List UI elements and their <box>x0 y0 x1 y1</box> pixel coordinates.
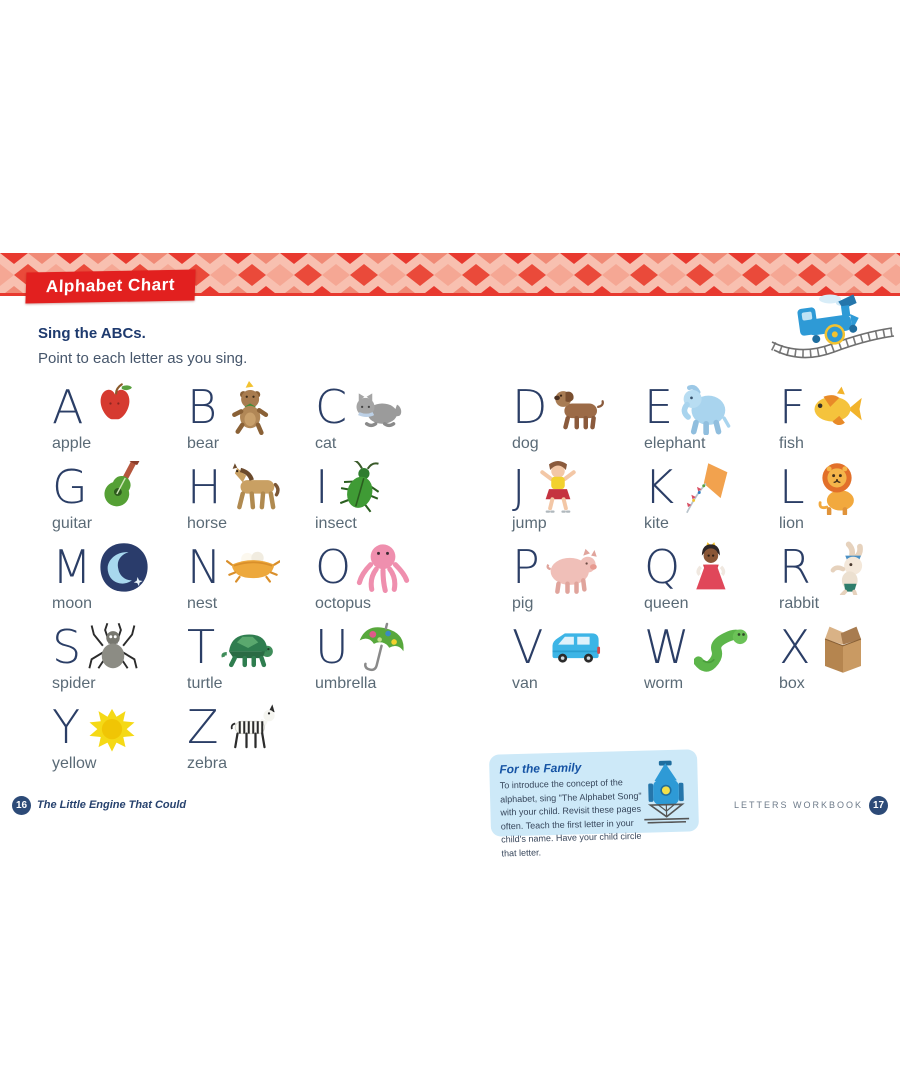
word-label-guitar: guitar <box>52 515 93 532</box>
letter-and-picture <box>644 622 779 674</box>
worm-icon <box>694 621 748 675</box>
cat-icon <box>352 381 406 435</box>
word-label-spider: spider <box>52 675 96 692</box>
rabbit-icon <box>816 541 870 595</box>
word-label-jump: jump <box>512 515 547 532</box>
family-note <box>489 749 699 858</box>
left-page-number-badge: 16 <box>12 796 31 815</box>
letter-and-picture <box>512 622 644 674</box>
letter-and-picture <box>187 462 315 514</box>
footer <box>0 794 900 816</box>
section-ribbon <box>25 270 195 304</box>
alphabet-cell-o <box>315 542 465 622</box>
alphabet-cell-n <box>187 542 315 622</box>
alphabet-cell-d <box>512 382 644 462</box>
letter-and-picture <box>512 542 644 594</box>
letter-and-picture <box>52 702 187 754</box>
footer-left <box>12 796 186 815</box>
letter-and-picture <box>512 462 644 514</box>
alphabet-cell-v <box>512 622 644 702</box>
box-icon <box>816 621 870 675</box>
word-label-horse: horse <box>187 515 228 532</box>
letter-glyph-t: T <box>187 620 216 675</box>
word-label-apple: apple <box>52 435 92 452</box>
letter-glyph-s: S <box>52 620 82 675</box>
letter-glyph-q: Q <box>644 540 681 595</box>
letter-and-picture <box>512 382 644 434</box>
word-label-elephant: elephant <box>644 435 706 452</box>
pig-icon <box>545 541 599 595</box>
letter-glyph-k: K <box>644 460 675 515</box>
letter-glyph-x: X <box>779 620 811 675</box>
family-note-title: For the Family <box>499 760 582 777</box>
word-label-octopus: octopus <box>315 595 372 612</box>
alphabet-cell-t <box>187 622 315 702</box>
dog-icon <box>552 381 606 435</box>
letter-glyph-b: B <box>187 380 218 435</box>
lion-icon <box>810 461 864 515</box>
alphabet-cell-f <box>779 382 899 462</box>
letter-glyph-e: E <box>644 380 674 435</box>
word-label-rabbit: rabbit <box>779 595 820 612</box>
guitar-icon <box>93 461 147 515</box>
letter-glyph-y: Y <box>52 700 81 755</box>
alphabet-cell-y <box>52 702 187 782</box>
alphabet-cell-k <box>644 462 779 542</box>
spider-icon <box>86 621 140 675</box>
letter-and-picture <box>315 462 465 514</box>
word-label-nest: nest <box>187 595 218 612</box>
letter-glyph-a: A <box>52 380 84 435</box>
word-label-box: box <box>779 675 805 692</box>
moon-icon <box>97 541 151 595</box>
word-label-moon: moon <box>52 595 93 612</box>
letter-glyph-c: C <box>315 380 348 435</box>
alphabet-cell-l <box>779 462 899 542</box>
turtle-icon <box>220 621 274 675</box>
word-label-cat: cat <box>315 435 337 452</box>
word-label-insect: insect <box>315 515 357 532</box>
alphabet-cell-i <box>315 462 465 542</box>
letter-glyph-p: P <box>512 540 540 595</box>
alphabet-cell-p <box>512 542 644 622</box>
letter-and-picture <box>52 542 187 594</box>
alphabet-grid-right-page <box>512 382 899 702</box>
letter-and-picture <box>52 462 187 514</box>
letter-and-picture <box>52 382 187 434</box>
letter-and-picture <box>779 382 899 434</box>
alphabet-cell-c <box>315 382 465 462</box>
nest-icon <box>226 541 280 595</box>
zebra-icon <box>224 701 278 755</box>
letter-and-picture <box>187 702 315 754</box>
alphabet-cell-z <box>187 702 315 782</box>
letter-and-picture <box>644 542 779 594</box>
instruction-title: Sing the ABCs. <box>38 325 146 342</box>
word-label-kite: kite <box>644 515 669 532</box>
letter-and-picture <box>779 462 899 514</box>
alphabet-cell-r <box>779 542 899 622</box>
apple-icon <box>88 381 142 435</box>
alphabet-cell-e <box>644 382 779 462</box>
letter-and-picture <box>315 622 465 674</box>
book-title: The Little Engine That Could <box>37 799 187 811</box>
alphabet-cell-x <box>779 622 899 702</box>
letter-glyph-r: R <box>779 540 811 595</box>
letter-and-picture <box>779 622 899 674</box>
alphabet-cell-a <box>52 382 187 462</box>
letter-glyph-i: I <box>315 460 329 515</box>
alphabet-cell-u <box>315 622 465 702</box>
letter-glyph-v: V <box>512 620 544 675</box>
letter-glyph-j: J <box>512 460 526 515</box>
word-label-queen: queen <box>644 595 689 612</box>
horse-icon <box>227 461 281 515</box>
word-label-yellow: yellow <box>52 755 97 772</box>
alphabet-grid-left-page <box>52 382 465 782</box>
family-note-body: To introduce the concept of the alphabet, sing "The Alphabet Song" with your child. Revisit these pages often. Teach the first letter in your child's name. Have your child circle that letter. <box>499 777 642 858</box>
letter-glyph-w: W <box>644 620 690 675</box>
train-side-icon <box>770 291 898 363</box>
word-label-pig: pig <box>512 595 534 612</box>
word-label-fish: fish <box>779 435 804 452</box>
octopus-icon <box>356 541 410 595</box>
workbook-label: LETTERS WORKBOOK <box>733 800 863 810</box>
instruction-subtitle: Point to each letter as you sing. <box>38 350 248 367</box>
alphabet-cell-b <box>187 382 315 462</box>
word-label-turtle: turtle <box>187 675 223 692</box>
letter-glyph-h: H <box>187 460 222 515</box>
alphabet-cell-w <box>644 622 779 702</box>
insect-icon <box>334 461 388 515</box>
letter-and-picture <box>644 382 779 434</box>
letter-and-picture <box>315 382 465 434</box>
word-label-dog: dog <box>512 435 539 452</box>
alphabet-cell-m <box>52 542 187 622</box>
yellow-icon <box>85 701 139 755</box>
fish-icon <box>810 381 864 435</box>
right-page-number-badge: 17 <box>869 796 888 815</box>
jump-icon <box>531 461 585 515</box>
letter-glyph-d: D <box>512 380 548 435</box>
letter-glyph-u: U <box>315 620 349 675</box>
word-label-van: van <box>512 675 538 692</box>
word-label-worm: worm <box>644 675 684 692</box>
letter-and-picture <box>644 462 779 514</box>
umbrella-icon <box>354 621 408 675</box>
letter-glyph-m: M <box>52 540 92 595</box>
letter-glyph-n: N <box>187 540 222 595</box>
letter-and-picture <box>187 542 315 594</box>
letter-glyph-o: O <box>315 540 352 595</box>
alphabet-cell-s <box>52 622 187 702</box>
van-icon <box>548 621 602 675</box>
letter-and-picture <box>187 382 315 434</box>
letter-and-picture <box>52 622 187 674</box>
queen-icon <box>685 541 739 595</box>
letter-glyph-f: F <box>779 380 806 435</box>
word-label-bear: bear <box>187 435 220 452</box>
alphabet-cell-j <box>512 462 644 542</box>
letter-and-picture <box>187 622 315 674</box>
word-label-lion: lion <box>779 515 804 532</box>
elephant-icon <box>678 381 732 435</box>
letter-and-picture <box>779 542 899 594</box>
bear-icon <box>222 381 276 435</box>
letter-glyph-g: G <box>52 460 88 515</box>
alphabet-cell-h <box>187 462 315 542</box>
alphabet-cell-q <box>644 542 779 622</box>
section-ribbon-label: Alphabet Chart <box>45 274 176 297</box>
footer-right <box>734 796 888 815</box>
letter-glyph-z: Z <box>187 700 219 755</box>
letter-glyph-l: L <box>779 460 805 515</box>
instructions <box>38 325 247 367</box>
letter-and-picture <box>315 542 465 594</box>
word-label-umbrella: umbrella <box>315 675 377 692</box>
word-label-zebra: zebra <box>187 755 228 772</box>
kite-icon <box>679 461 733 515</box>
alphabet-cell-g <box>52 462 187 542</box>
